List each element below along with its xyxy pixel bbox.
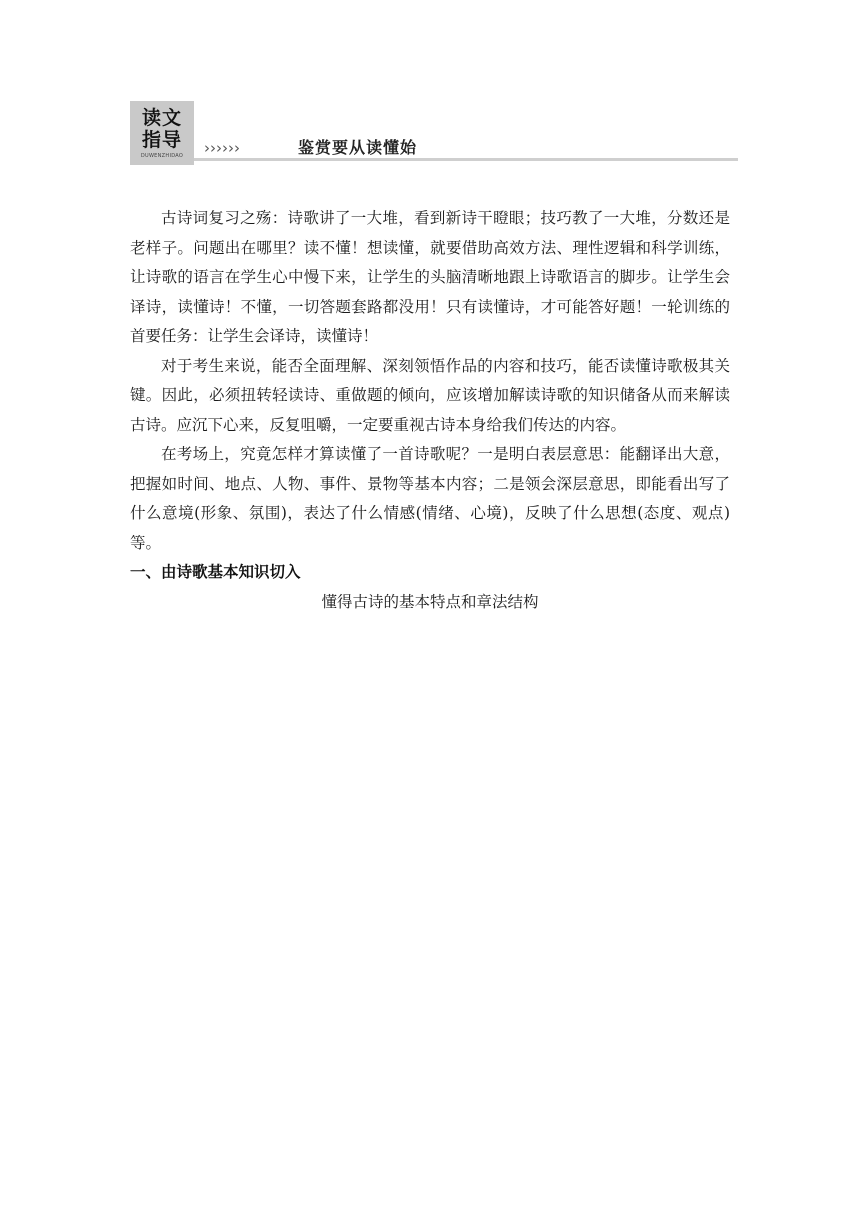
section-heading: 一、由诗歌基本知识切入 [130, 563, 301, 581]
section-subtitle: 懂得古诗的基本特点和章法结构 [321, 592, 539, 611]
paragraph-2: 对于考生来说，能否全面理解、深刻领悟作品的内容和技巧，能否读懂诗歌极其关键。因此，必须扭转轻读诗、重做题的倾向，应该增加解读诗歌的知识储备从而来解读古诗。应沉下心来，反复咀嚼，一定要重视古诗本身给我们传达的内容。 [130, 356, 730, 434]
logo-pinyin: DUWENZHIDAO [140, 153, 184, 159]
paragraph-3: 在考场上，究竟怎样才算读懂了一首诗歌呢？一是明白表层意思：能翻译出大意，把握如时间、地点、人物、事件、景物等基本内容；二是领会深层意思，即能看出写了什么意境(形象、氛围)，表达了什么情感(情绪、心境)，反映了什么思想(态度、观点)等。 [130, 445, 730, 552]
chevrons-icon: ›››››› [204, 139, 240, 157]
logo-text-line1: 读文 [141, 107, 182, 129]
document-body [130, 204, 730, 617]
paragraph-1: 古诗词复习之殇：诗歌讲了一大堆，看到新诗干瞪眼；技巧教了一大堆，分数还是老样子。问题出在哪里？读不懂！想读懂，就要借助高效方法、理性逻辑和科学训练，让诗歌的语言在学生心中慢下来，让学生的头脑清晰地跟上诗歌语言的脚步。让学生会译诗，读懂诗！不懂，一切答题套路都没用！只有读懂诗，才可能答好题！一轮训练的首要任务：让学生会译诗，读懂诗！ [130, 209, 730, 345]
header-title: 鉴赏要从读懂始 [298, 138, 418, 157]
header-divider [194, 158, 738, 161]
logo-badge [130, 101, 194, 165]
logo-text-line2: 指导 [141, 129, 182, 151]
section-header [130, 101, 738, 167]
